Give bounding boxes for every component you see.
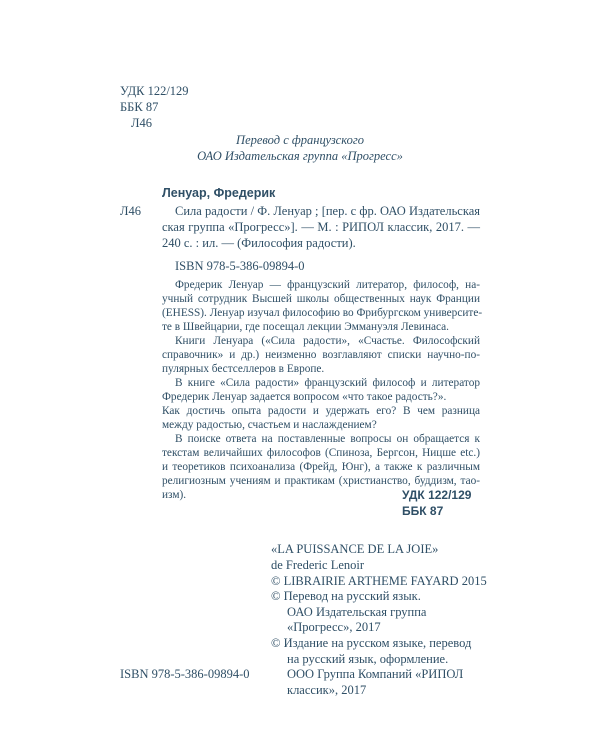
copyright-line: ООО Группа Компаний «РИПОЛ: [287, 667, 464, 681]
translation-note-line1: Перевод с французского: [236, 133, 364, 147]
copyright-line: на русский язык, оформление.: [287, 652, 449, 666]
copyright-line: © LIBRAIRIE ARTHEME FAYARD 2015: [271, 574, 487, 588]
annotation-line: изм).: [162, 489, 187, 501]
isbn-line: ISBN 978-5-386-09894-0: [175, 259, 305, 273]
annotation-line: Как достичь опыта радости и удержать его? В чем разница: [162, 405, 480, 417]
bibliographic-description-line: ская группа «Прогресс»]. — М. : РИПОЛ классик, 2017. —: [162, 220, 480, 234]
annotation-line: Фредерик Ленуар задается вопросом «что такое радость?».: [162, 391, 447, 403]
copyright-line: © Издание на русском языке, перевод: [271, 636, 472, 650]
translation-note-line2: ОАО Издательская группа «Прогресс»: [197, 149, 403, 163]
copyright-line: © Перевод на русский язык.: [271, 589, 421, 603]
author-heading: Ленуар, Фредерик: [162, 186, 276, 200]
footer-udk: УДК 122/129: [402, 488, 472, 502]
udk-code: УДК 122/129: [120, 84, 189, 98]
annotation-line: учный сотрудник Высшей школы общественных наук Франции: [162, 293, 480, 305]
annotation-line: между радостью, счастьем и наслаждением?: [162, 419, 377, 431]
annotation-line: справочник» и др.) неизменно возглавляют списки научно-по-: [162, 349, 480, 361]
copyright-line: классик», 2017: [287, 683, 367, 697]
annotation-line: (EHESS). Ленуар изучал философию во Фрибургском университе-: [162, 307, 483, 319]
copyright-line: ОАО Издательская группа: [287, 605, 427, 619]
cutter-code: Л46: [131, 116, 152, 130]
annotation-line: религиозным учениям и практикам (христианство, буддизм, тао-: [162, 475, 480, 487]
bbk-code: ББК 87: [120, 100, 159, 114]
bibliographic-description-line: 240 с. : ил. — (Философия радости).: [162, 236, 356, 250]
copyright-line: de Frederic Lenoir: [271, 558, 365, 572]
copyright-line: «LA PUISSANCE DE LA JOIE»: [271, 542, 439, 556]
copyright-isbn: ISBN 978-5-386-09894-0: [120, 667, 250, 681]
annotation-line: Книги Ленуара («Сила радости», «Счастье. Философский: [175, 335, 480, 347]
bibliographic-description-line: Сила радости / Ф. Ленуар ; [пер. с фр. ОАО Издательская: [175, 204, 480, 218]
annotation-line: Фредерик Ленуар — французский литератор, философ, на-: [175, 279, 480, 291]
annotation-line: В книге «Сила радости» французский философ и литератор: [175, 377, 480, 389]
annotation-line: текстам величайших философов (Спиноза, Бергсон, Ницше etc.): [162, 447, 480, 459]
footer-bbk: ББК 87: [402, 504, 444, 518]
annotation-line: и теоретиков психоанализа (Фрейд, Юнг), а также к различным: [162, 461, 480, 473]
annotation-line: те в Швейцарии, где посещал лекции Эммануэля Левинаса.: [162, 321, 449, 333]
annotation-line: пулярных бестселлеров в Европе.: [162, 363, 325, 375]
copyright-line: «Прогресс», 2017: [287, 620, 381, 634]
annotation-line: В поиске ответа на поставленные вопросы он обращается к: [175, 433, 480, 445]
bibliographic-cutter: Л46: [120, 204, 141, 218]
